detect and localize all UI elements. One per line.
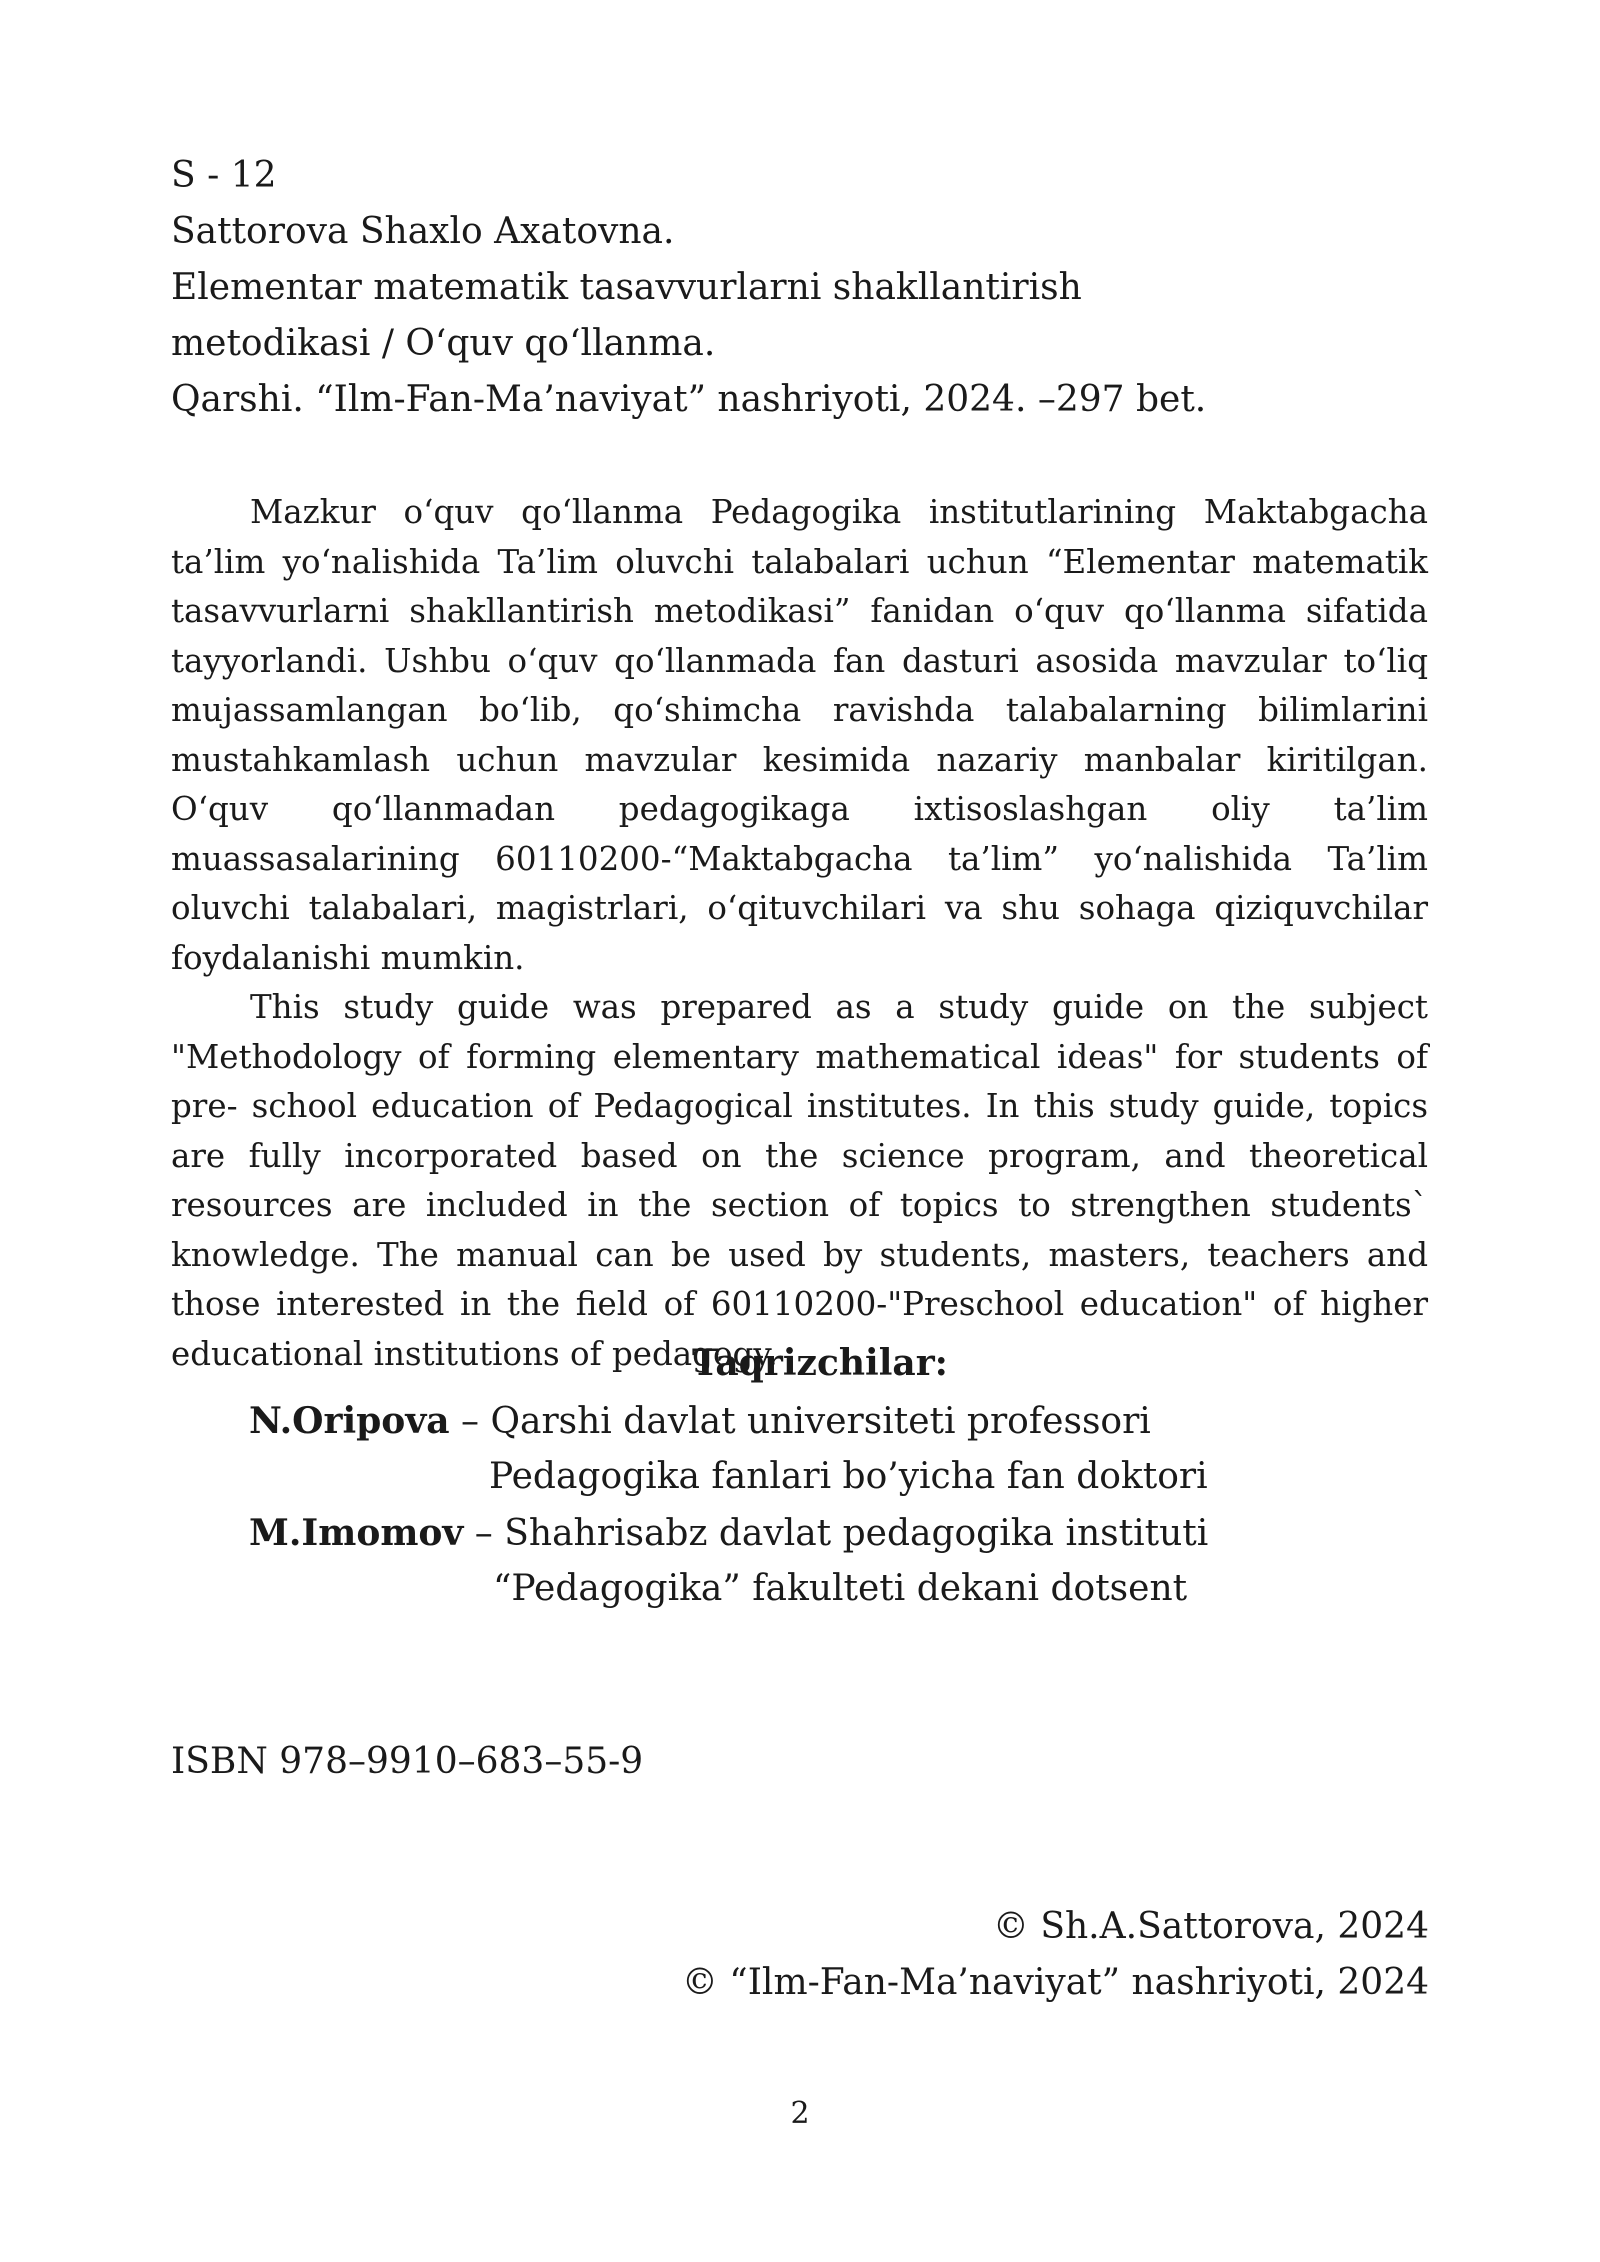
bibliographic-header (171, 148, 1431, 428)
isbn: ISBN 978–9910–683–55-9 (171, 1741, 644, 1782)
book-title-line2: metodikasi / O‘quv qo‘llanma. (171, 323, 716, 364)
page-number: 2 (790, 2096, 810, 2131)
reviewer-2-name: M.Imomov (249, 1512, 464, 1554)
reviewer-2-role: – Shahrisabz davlat pedagogika instituti (463, 1513, 1209, 1554)
reviewer-1-role: – Qarshi davlat universiteti professori (449, 1401, 1151, 1442)
book-title-line1: Elementar matematik tasavvurlarni shakllantirish (171, 267, 1082, 308)
copyright-publisher: © “Ilm-Fan-Ma’naviyat” nashriyoti, 2024 (681, 1962, 1429, 2003)
reviewer-1-degree: Pedagogika fanlari bo’yicha fan doktori (489, 1456, 1208, 1497)
abstract (171, 488, 1428, 1379)
catalog-code: S - 12 (171, 155, 277, 196)
author-name: Sattorova Shaxlo Axatovna. (171, 211, 675, 252)
reviewer-1-name: N.Oripova (249, 1400, 450, 1442)
abstract-english: This study guide was prepared as a study guide on the subject "Methodology of forming elementary mathematical ideas" for students of pre- school education of Pedagogical institutes. In this study guide, topics are fully incorporated based on the science program, and theoretical resources are included in the section of topics to strengthen students` knowledge. The manual can be used by students, masters, teachers and those interested in the field of 60110200-"Preschool education" of higher educational institutions of pedagogy. (171, 988, 1428, 1373)
copyright-author: © Sh.A.Sattorova, 2024 (992, 1906, 1429, 1947)
reviewer-2-position: “Pedagogika” fakulteti dekani dotsent (493, 1568, 1188, 1609)
abstract-uzbek: Mazkur o‘quv qo‘llanma Pedagogika institutlarining Maktabgacha ta’lim yo‘nalishida Ta’lim oluvchi talabalari uchun “Elementar matematik tasavvurlarni shakllantirish metodikasi” fanidan o‘quv qo‘llanma sifatida tayyorlandi. Ushbu o‘quv qo‘llanmada fan dasturi asosida mavzular to‘liq mujassamlangan bo‘lib, qo‘shimcha ravishda talabalarning bilimlarini mustahkamlash uchun mavzular kesimida nazariy manbalar kiritilgan. O‘quv qo‘llanmadan pedagogikaga ixtisoslashgan oliy ta’lim muassasalarining 60110200-“Maktabgacha ta’lim” yo‘nalishida Ta’lim oluvchi talabalari, magistrlari, o‘qituvchilari va shu sohaga qiziquvchilar foydalanishi mumkin. (171, 493, 1428, 977)
reviewer-1 (249, 1393, 1151, 1450)
reviewers-heading: Taqrizchilar: (692, 1342, 948, 1384)
reviewer-2 (249, 1505, 1208, 1562)
publication-info: Qarshi. “Ilm-Fan-Ma’naviyat” nashriyoti, 2024. –297 bet. (171, 379, 1207, 420)
